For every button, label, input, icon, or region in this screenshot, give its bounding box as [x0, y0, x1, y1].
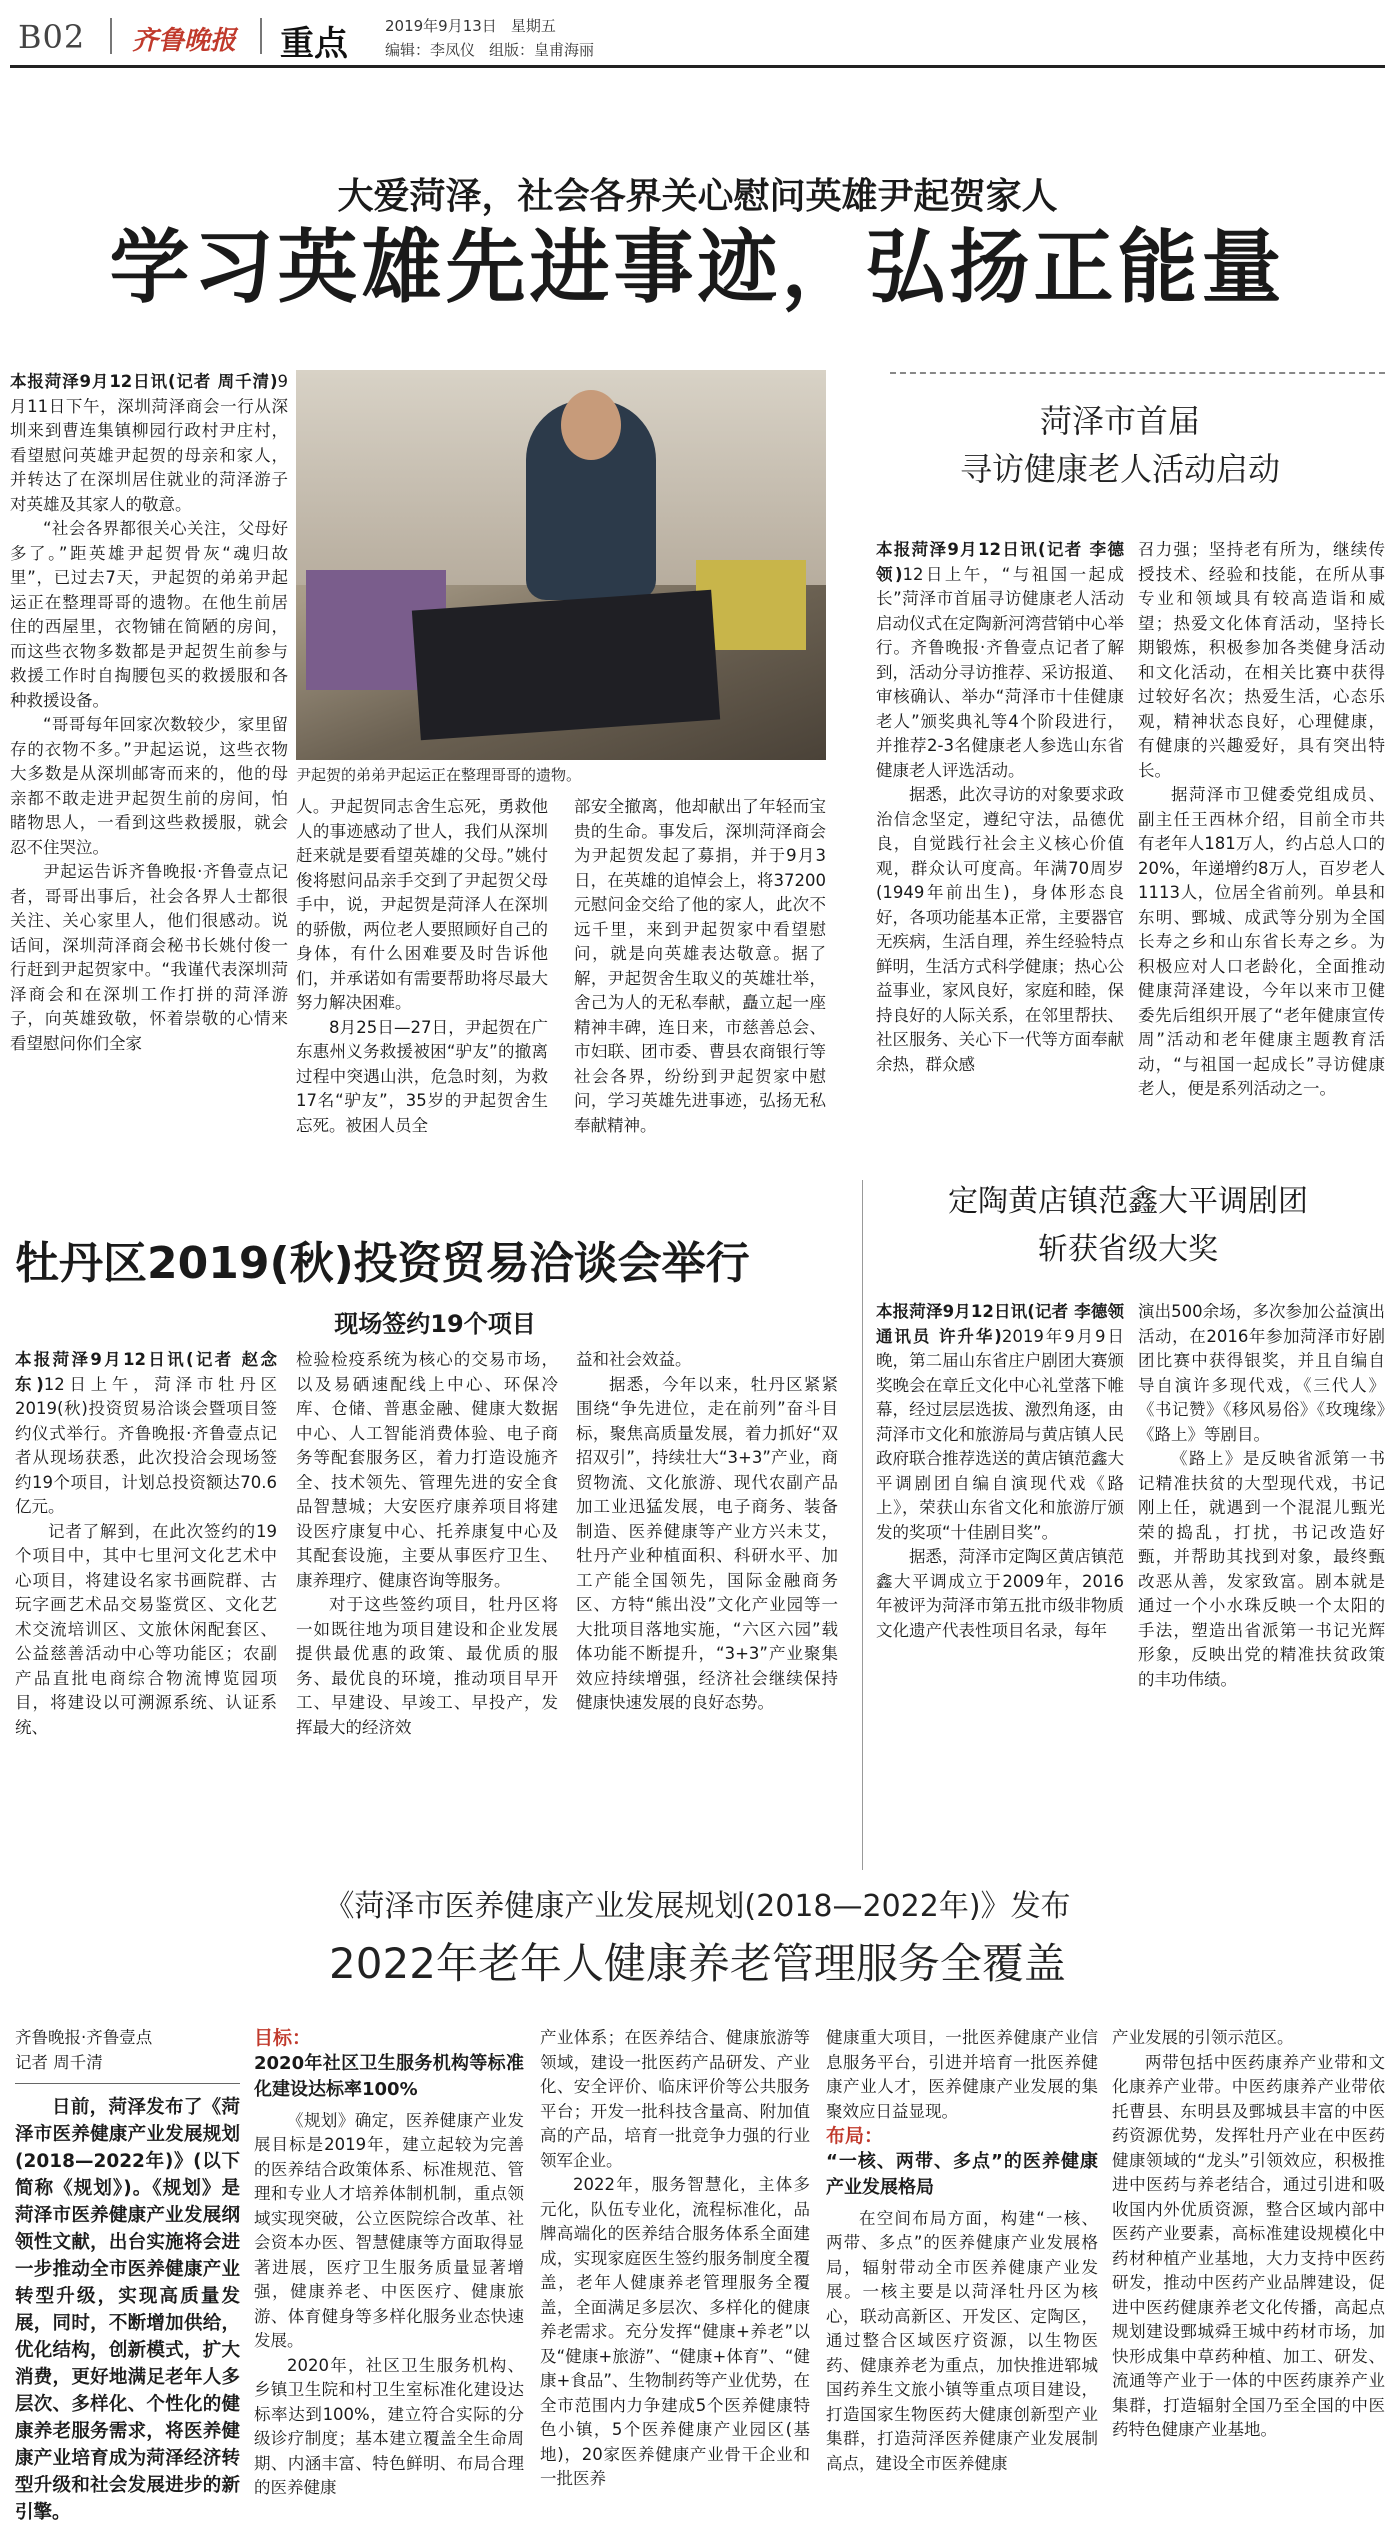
page-number: B02: [18, 18, 86, 56]
medical-paragraph: 2020年，社区卫生服务机构、乡镇卫生院和村卫生室标准化建设达标率达到100%，建立符合实际的分级诊疗制度；基本建立覆盖全生命周期、内涵丰富、特色鲜明、布局合理的医养健康: [254, 2355, 524, 2497]
medical-paragraph: 产业体系；在医养结合、健康旅游等领域，建设一批医药产品研发、产业化、安全评价、临床评价等公共服务平台；开发一批科技含量高、附加值高的产品，培育一批竞争力强的行业领军企业。: [540, 2028, 810, 2170]
medical-byline-1: 齐鲁晚报·齐鲁壹点: [15, 2028, 153, 2047]
newspaper-logo: 齐鲁晚报: [132, 26, 237, 56]
medical-paragraph: 健康重大项目，一批医养健康产业信息服务平台，引进并培育一批医养健康产业人才，医养健康产业发展的集聚效应日益显现。: [826, 2028, 1098, 2121]
opera-title-2: 斩获省级大奖: [1038, 1232, 1218, 1267]
issue-weekday: 星期五: [510, 17, 556, 35]
lead-column-1: [10, 370, 288, 1210]
health-column-2: [1138, 538, 1385, 1150]
divider: [110, 18, 112, 54]
medical-paragraph: 2022年，服务智慧化，主体多元化，队伍专业化，流程标准化，品牌高端化的医养结合服务体系全面建成，实现家庭医生签约服务制度全覆盖，老年人健康养老管理服务全覆盖，全面满足多层次、多样化的健康养老需求。充分发挥“健康+养老”以及“健康+旅游”、“健康+体育”、“健康+食品”、生物制药等产业优势，在全市范围内力争建成5个医养健康特色小镇，5个医养健康产业园区(基地)，20家医养健康产业骨干企业和一批医养: [540, 2175, 810, 2488]
lead-paragraph: 8月25日—27日，尹起贺在广东惠州义务救援被困“驴友”的撤离过程中突遇山洪，危急时刻，为救17名“驴友”，35岁的尹起贺舍生忘死。被困人员全: [296, 1017, 548, 1135]
opera-paragraph: 《路上》是反映省派第一书记精准扶贫的大型现代戏，书记刚上任，就遇到一个混混儿甄光荣的捣乱，打扰，书记改造好甄，并帮助其找到对象，最终甄改恶从善，发家致富。剧本就是通过一个小水珠反映一个太阳的手法，塑造出省派第一书记光辉形象，反映出党的精准扶贫政策的丰功伟绩。: [1138, 1449, 1385, 1689]
medical-headline: 2022年老年人健康养老管理服务全覆盖: [329, 1939, 1066, 1988]
lead-kicker: 大爱菏泽，社会各界关心慰问英雄尹起贺家人: [337, 176, 1058, 217]
medical-column-3: [540, 2026, 810, 2488]
opera-column-2: [1138, 1300, 1385, 1870]
opera-paragraph: 演出500余场，多次参加公益演出活动，在2016年参加菏泽市好剧团比赛中获得银奖，并且自编自导自演许多现代戏，《三代人》《书记赞》《移风易俗》《玫瑰缘》《路上》等剧目。: [1138, 1302, 1385, 1444]
invest-column-2: [296, 1348, 558, 1868]
photo-caption: 尹起贺的弟弟尹起运正在整理哥哥的遗物。: [296, 766, 582, 784]
invest-paragraph: 检验检疫系统为核心的交易市场，以及易硒速配线上中心、环保冷库、仓储、普惠金融、健康大数据中心、人工智能消费体验、电子商务等配套服务区，着力打造设施齐全、技术领先、管理先进的安全食品智慧城；大安医疗康养项目将建设医疗康复中心、托养康复中心及其配套设施，主要从事医疗卫生、康养理疗、健康咨询等服务。: [296, 1350, 558, 1590]
issue-meta: [385, 14, 608, 62]
lead-column-2: [296, 795, 548, 1210]
medical-column-1: [15, 2026, 240, 2523]
invest-column-3: [576, 1348, 838, 1868]
invest-headline: 牡丹区2019(秋)投资贸易洽谈会举行: [15, 1238, 750, 1289]
medical-column-4: [826, 2026, 1098, 2473]
medical-paragraph: 在空间布局方面，构建“一核、两带、多点”的医养健康产业发展格局，辐射带动全市医养健康产业发展。一核主要是以菏泽牡丹区为核心，联动高新区、开发区、定陶区，通过整合区域医疗资源，以生物医药、健康养老为重点，加快推进郓城国药养生文旅小镇等重点项目建设，打造国家生物医药大健康创新型产业集群，打造菏泽医养健康产业发展制高点，建设全市医养健康: [826, 2208, 1098, 2473]
medical-byline-2: 记者 周千清: [15, 2051, 240, 2085]
dashed-rule: [890, 372, 1385, 374]
lead-paragraph: 人。尹起贺同志舍生忘死，勇救他人的事迹感动了世人，我们从深圳赶来就是要看望英雄的父母。”姚付俊将慰问品亲手交到了尹起贺父母手中，说，尹起贺是菏泽人在深圳的骄傲，两位老人要照顾好自己的身体，有什么困难要及时告诉他们，并承诺如有需要帮助将尽最大努力解决困难。: [296, 797, 548, 1012]
lead-column-3: [574, 795, 826, 1210]
health-title-1: 菏泽市首届: [1039, 402, 1200, 440]
invest-paragraph: 益和社会效益。: [576, 1350, 692, 1369]
opera-byline: 本报菏泽9月12日讯(记者 李德领 通讯员 许升华): [876, 1302, 1124, 1346]
medical-paragraph: 《规划》确定，医养健康产业发展目标是2019年，建立起较为完善的医养结合政策体系、标准规范、管理和专业人才培养体制机制，重点领域实现突破，公立医院综合改革、社会资本办医、智慧健康等方面取得显著进展，医疗卫生服务质量显著增强，健康养老、中医医疗、健康旅游、体育健身等多样化服务业态快速发展。: [254, 2110, 524, 2350]
column-rule: [862, 1180, 863, 1870]
health-paragraph: 据悉，此次寻访的对象要求政治信念坚定，遵纪守法，品德优良，自觉践行社会主义核心价值观，群众认可度高。年满70周岁(1949年前出生)，身体形态良好，各项功能基本正常，主要器官无疾病，生活自理，养生经验特点鲜明，生活方式科学健康；热心公益事业，家风良好，家庭和睦，保持良好的人际关系，在邻里帮扶、社区服务、关心下一代等方面奉献余热，群众感: [876, 785, 1124, 1074]
invest-subheadline: 现场签约19个项目: [334, 1310, 536, 1338]
lead-paragraph: 尹起运告诉齐鲁晚报·齐鲁壹点记者，哥哥出事后，社会各界人士都很关注、关心家里人，他们很感动。说话间，深圳菏泽商会秘书长姚付俊一行赶到尹起贺家中。“我谨代表深圳菏泽商会和在深圳工作打拼的菏泽游子，向英雄致敬，怀着崇敬的心情来看望慰问你们全家: [10, 862, 288, 1053]
opera-title-1: 定陶黄店镇范鑫大平调剧团: [948, 1184, 1308, 1219]
news-photo: [296, 370, 826, 760]
medical-column-2: [254, 2026, 524, 2497]
medical-paragraph: 两带包括中医药康养产业带和文化康养产业带。中医药康养产业带依托曹县、东明县及鄄城县丰富的中医药资源优势，发挥牡丹产业在中医药健康领域的“龙头”引领效应，积极推进中医药与养老结合，通过引进和吸收国内外优质资源，整合区域内部中医药产业要素，高标准建设规模化中药材种植产业基地，大力支持中医药研发，推动中医药产业品牌建设，促进中医药健康养老文化传播，高起点规划建设鄄城舜王城中药材市场，加快形成集中草药种植、加工、研发、流通等产业于一体的中医药康养产业集群，打造辐射全国乃至全国的中医药特色健康产业基地。: [1112, 2052, 1385, 2439]
masthead: [10, 8, 1385, 68]
lead-paragraph: 9月11日下午，深圳菏泽商会一行从深圳来到曹连集镇柳园行政村尹庄村，看望慰问英雄尹起贺的母亲和家人，并转达了在深圳居住就业的菏泽游子对英雄及其家人的敬意。: [10, 372, 288, 514]
health-byline: 本报菏泽9月12日讯(记者 李德领): [876, 540, 1124, 584]
divider: [260, 18, 262, 54]
invest-paragraph: 对于这些签约项目，牡丹区将一如既往地为项目建设和企业发展提供最优惠的政策、最优质的服务、最优良的环境，推动项目早开工、早建设、早竣工、早投产，发挥最大的经济效: [296, 1595, 558, 1737]
target-title: 2020年社区卫生服务机构等标准化建设达标率100%: [254, 2052, 524, 2100]
invest-byline: 本报菏泽9月12日讯(记者 赵念东): [15, 1350, 277, 1394]
medical-column-5: [1112, 2026, 1385, 2439]
health-paragraph: 据菏泽市卫健委党组成员、副主任王西林介绍，目前全市共有老年人181万人，约占总人口的20%，年递增约8万人，百岁老人1113人，位居全省前列。单县和东明、鄄城、成武等分别为全国长寿之乡和山东省长寿之乡。为积极应对人口老龄化，全面推动健康菏泽建设，今年以来市卫健委先后组织开展了“老年健康宣传周”活动和老年健康主题教育活动，“与祖国一起成长”寻访健康老人，便是系列活动之一。: [1138, 785, 1385, 1098]
invest-column-1: [15, 1348, 277, 1868]
health-paragraph: 召力强；坚持老有所为，继续传授技术、经验和技能，在所从事专业和领域具有较高造诣和威望；热爱文化体育活动，坚持长期锻炼，积极参加各类健身活动和文化活动，在相关比赛中获得过较好名次；热爱生活，心态乐观，精神状态良好，心理健康，有健康的兴趣爱好，具有突出特长。: [1138, 540, 1385, 780]
health-title-2: 寻访健康老人活动启动: [959, 450, 1280, 488]
opera-column-1: [876, 1300, 1124, 1870]
target-label: 目标：: [254, 2027, 312, 2049]
issue-date: 2019年9月13日: [385, 17, 497, 35]
layout-title: “一核、两带、多点”的医养健康产业发展格局: [826, 2150, 1098, 2198]
medical-paragraph: 产业发展的引领示范区。: [1112, 2028, 1294, 2047]
lead-paragraph: “社会各界都很关心关注，父母好多了。”距英雄尹起贺骨灰“魂归故里”，已过去7天，尹起贺的弟弟尹起运正在整理哥哥的遗物。在他生前居住的西屋里，衣物铺在简陋的房间，而这些衣物多数都是尹起贺生前参与救援工作时自掏腰包买的救援服和各种救援设备。: [10, 519, 288, 710]
opera-paragraph: 据悉，菏泽市定陶区黄店镇范鑫大平调成立于2009年，2016年被评为菏泽市第五批市级非物质文化遗产代表性项目名录，每年: [876, 1547, 1124, 1640]
medical-lead: 日前，菏泽发布了《菏泽市医养健康产业发展规划(2018—2022年)》(以下简称《规划》)。《规划》是菏泽市医养健康产业发展纲领性文献，出台实施将会进一步推动全市医养健康产业转型升级，实现高质量发展，同时，不断增加供给，优化结构，创新模式，扩大消费，更好地满足老年人多层次、多样化、个性化的健康养老服务需求，将医养健康产业培育成为菏泽经济转型升级和社会发展进步的新引擎。: [15, 2097, 240, 2523]
invest-paragraph: 据悉，今年以来，牡丹区紧紧围绕“争先进位，走在前列”奋斗目标，聚焦高质量发展，着力抓好“双招双引”，持续壮大“3+3”产业，商贸物流、文化旅游、现代农副产品加工业迅猛发展，电子商务、装备制造、医养健康等产业方兴未艾，牡丹产业种植面积、科研水平、加工产能全国领先，国际金融商务区、方特“熊出没”文化产业园等一大批项目落地实施，“六区六园”载体功能不断提升，“3+3”产业聚集效应持续增强，经济社会继续保持健康快速发展的良好态势。: [576, 1374, 838, 1712]
medical-kicker: 《菏泽市医养健康产业发展规划(2018—2022年)》发布: [324, 1889, 1071, 1924]
lead-byline: 本报菏泽9月12日讯(记者 周千清): [10, 372, 278, 391]
lead-paragraph: 部安全撤离，他却献出了年轻而宝贵的生命。事发后，深圳菏泽商会为尹起贺发起了募捐，并于9月3日，在英雄的追悼会上，将37200元慰问金交给了他的家人，此次不远千里，来到尹起贺家中看望慰问，就是向英雄表达敬意。据了解，尹起贺舍生取义的英雄壮举，舍己为人的无私奉献，矗立起一座精神丰碑，连日来，市慈善总会、市妇联、团市委、曹县农商银行等社会各界，纷纷到尹起贺家中慰问，学习英雄先进事迹，弘扬无私奉献精神。: [574, 797, 826, 1135]
layout-label: 布局：: [826, 2125, 884, 2147]
opera-paragraph: 2019年9月9日晚，第二届山东省庄户剧团大赛颁奖晚会在章丘文化中心礼堂落下帷幕，经过层层选拔、激烈角逐，由菏泽市文化和旅游局与黄店镇人民政府联合推荐选送的黄店镇范鑫大平调剧团自编自演现代戏《路上》，荣获山东省文化和旅游厅颁发的奖项“十佳剧目奖”。: [876, 1326, 1124, 1542]
layout-credit: 组版：皇甫海丽: [489, 41, 595, 59]
health-paragraph: 12日上午，“与祖国一起成长”菏泽市首届寻访健康老人活动启动仪式在定陶新河湾营销中心举行。齐鲁晚报·齐鲁壹点记者了解到，活动分寻访推荐、采访报道、审核确认、举办“菏泽市十佳健康老人”颁奖典礼等4个阶段进行，并推荐2-3名健康老人参选山东省健康老人评选活动。: [876, 564, 1124, 780]
invest-paragraph: 记者了解到，在此次签约的19个项目中，其中七里河文化艺术中心项目，将建设名家书画院群、古玩字画艺术品交易鉴赏区、文化艺术交流培训区、文旅休闲配套区、公益慈善活动中心等功能区；农副产品直批电商综合物流博览园项目，将建设以可溯源系统、认证系统、: [15, 1521, 277, 1737]
lead-headline: 学习英雄先进事迹，弘扬正能量: [109, 221, 1286, 314]
section-title: 重点: [280, 24, 348, 64]
invest-paragraph: 12日上午，菏泽市牡丹区2019(秋)投资贸易洽谈会暨项目签约仪式举行。齐鲁晚报·齐鲁壹点记者从现场获悉，此次投洽会现场签约19个项目，计划总投资额达70.6亿元。: [15, 1374, 277, 1516]
lead-paragraph: “哥哥每年回家次数较少，家里留存的衣物不多。”尹起运说，这些衣物大多数是从深圳邮寄而来的，他的母亲都不敢走进尹起贺生前的房间，怕睹物思人，一看到这些救援服，就会忍不住哭泣。: [10, 715, 288, 857]
editor-credit: 编辑：李凤仪: [385, 41, 476, 59]
health-column-1: [876, 538, 1124, 1150]
